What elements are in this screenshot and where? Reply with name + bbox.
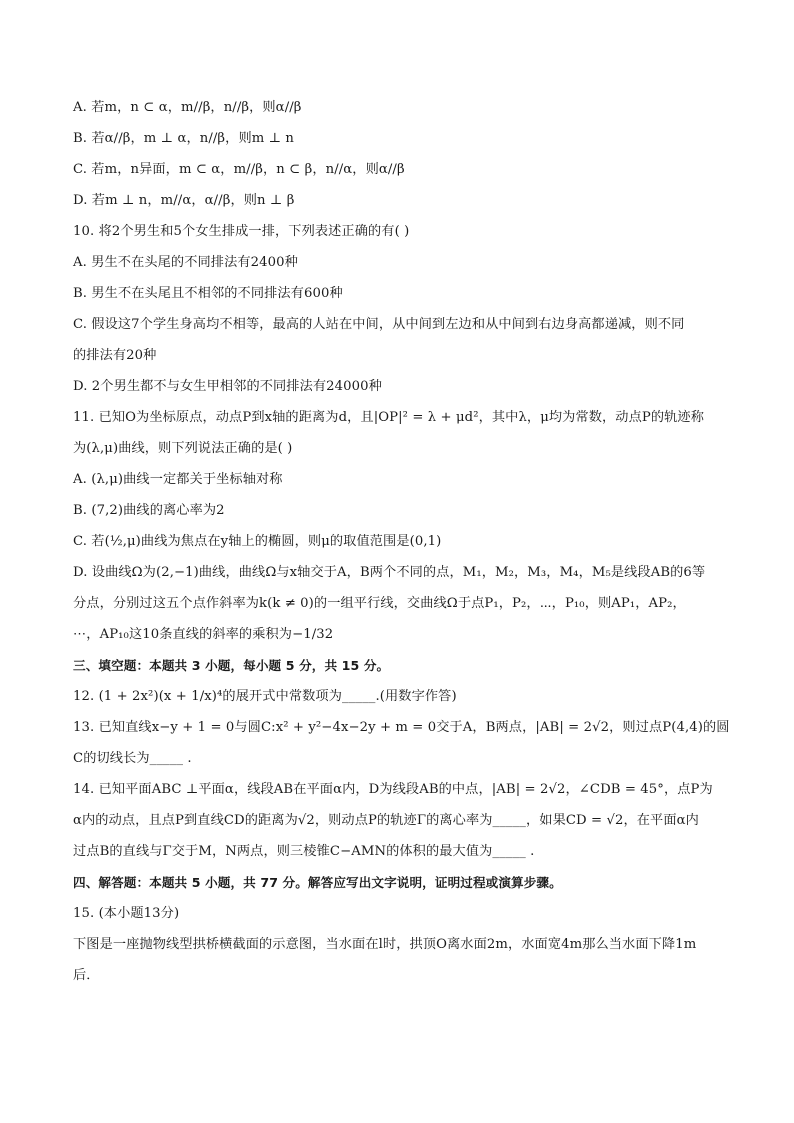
q9-option-b: B. 若α//β，m ⊥ α，n//β，则m ⊥ n — [73, 131, 295, 146]
section-fill-in-heading: 三、填空题：本题共 3 小题，每小题 5 分，共 15 分。 — [73, 658, 390, 673]
q14-line1: 14. 已知平面ABC ⊥平面α，线段AB在平面α内，D为线段AB的中点，|AB| = 2√2，∠CDB = 45°，点P为 — [73, 782, 713, 797]
q11-stem-line2: 为(λ,μ)曲线，则下列说法正确的是( ) — [73, 441, 293, 456]
q10-option-a: A. 男生不在头尾的不同排法有2400种 — [73, 255, 298, 270]
q11-option-b: B. (7,2)曲线的离心率为2 — [73, 503, 225, 518]
q11-stem-line1: 11. 已知O为坐标原点，动点P到x轴的距离为d，且|OP|² = λ + μd²，其中λ，μ均为常数，动点P的轨迹称 — [73, 410, 704, 425]
q11-option-d-line1: D. 设曲线Ω为(2,−1)曲线，曲线Ω与x轴交于A，B两个不同的点，M₁，M₂，M₃，M₄，M₅是线段AB的6等 — [73, 565, 706, 580]
q9-option-d: D. 若m ⊥ n，m//α，α//β，则n ⊥ β — [73, 193, 295, 208]
q11-option-d-line2: 分点，分别过这五个点作斜率为k(k ≠ 0)的一组平行线，交曲线Ω于点P₁，P₂，⋯，P₁₀，则AP₁，AP₂， — [73, 596, 686, 611]
q11-option-c: C. 若(½,μ)曲线为焦点在y轴上的椭圆，则μ的取值范围是(0,1) — [73, 534, 442, 549]
section-answer-heading: 四、解答题：本题共 5 小题，共 77 分。解答应写出文字说明，证明过程或演算步骤。 — [73, 875, 562, 890]
q15-header: 15. (本小题13分) — [73, 906, 180, 921]
q9-option-a: A. 若m，n ⊂ α，m//β，n//β，则α//β — [73, 100, 302, 115]
q15-stem-line1: 下图是一座抛物线型拱桥横截面的示意图，当水面在l时，拱顶O离水面2m，水面宽4m那么当水面下降1m — [73, 937, 697, 952]
q12: 12. (1 + 2x²)(x + 1/x)⁴的展开式中常数项为_____.(用数字作答) — [73, 689, 457, 704]
q10-option-c-line2: 的排法有20种 — [73, 348, 157, 363]
q10-option-d: D. 2个男生都不与女生甲相邻的不同排法有24000种 — [73, 379, 382, 394]
q13-line1: 13. 已知直线x−y + 1 = 0与圆C:x² + y²−4x−2y + m = 0交于A，B两点，|AB| = 2√2，则过点P(4,4)的圆 — [73, 720, 730, 735]
q14-line2: α内的动点，且点P到直线CD的距离为√2，则动点P的轨迹Γ的离心率为_____，如果CD = √2，在平面α内 — [73, 813, 699, 828]
q9-option-c: C. 若m，n异面，m ⊂ α，m//β，n ⊂ β，n//α，则α//β — [73, 162, 405, 177]
q11-option-d-line3: ⋯，AP₁₀这10条直线的斜率的乘积为−1/32 — [73, 627, 334, 642]
q15-stem-line2: 后． — [73, 968, 100, 983]
q10-stem: 10. 将2个男生和5个女生排成一排，下列表述正确的有( ) — [73, 224, 410, 239]
exam-page — [73, 98, 733, 997]
q10-option-b: B. 男生不在头尾且不相邻的不同排法有600种 — [73, 286, 343, 301]
q13-line2: C的切线长为_____ . — [73, 751, 192, 766]
q10-option-c-line1: C. 假设这7个学生身高均不相等，最高的人站在中间，从中间到左边和从中间到右边身高都递减，则不同 — [73, 317, 685, 332]
q11-option-a: A. (λ,μ)曲线一定都关于坐标轴对称 — [73, 472, 283, 487]
q14-line3: 过点B的直线与Γ交于M，N两点，则三棱锥C−AMN的体积的最大值为_____ . — [73, 844, 535, 859]
